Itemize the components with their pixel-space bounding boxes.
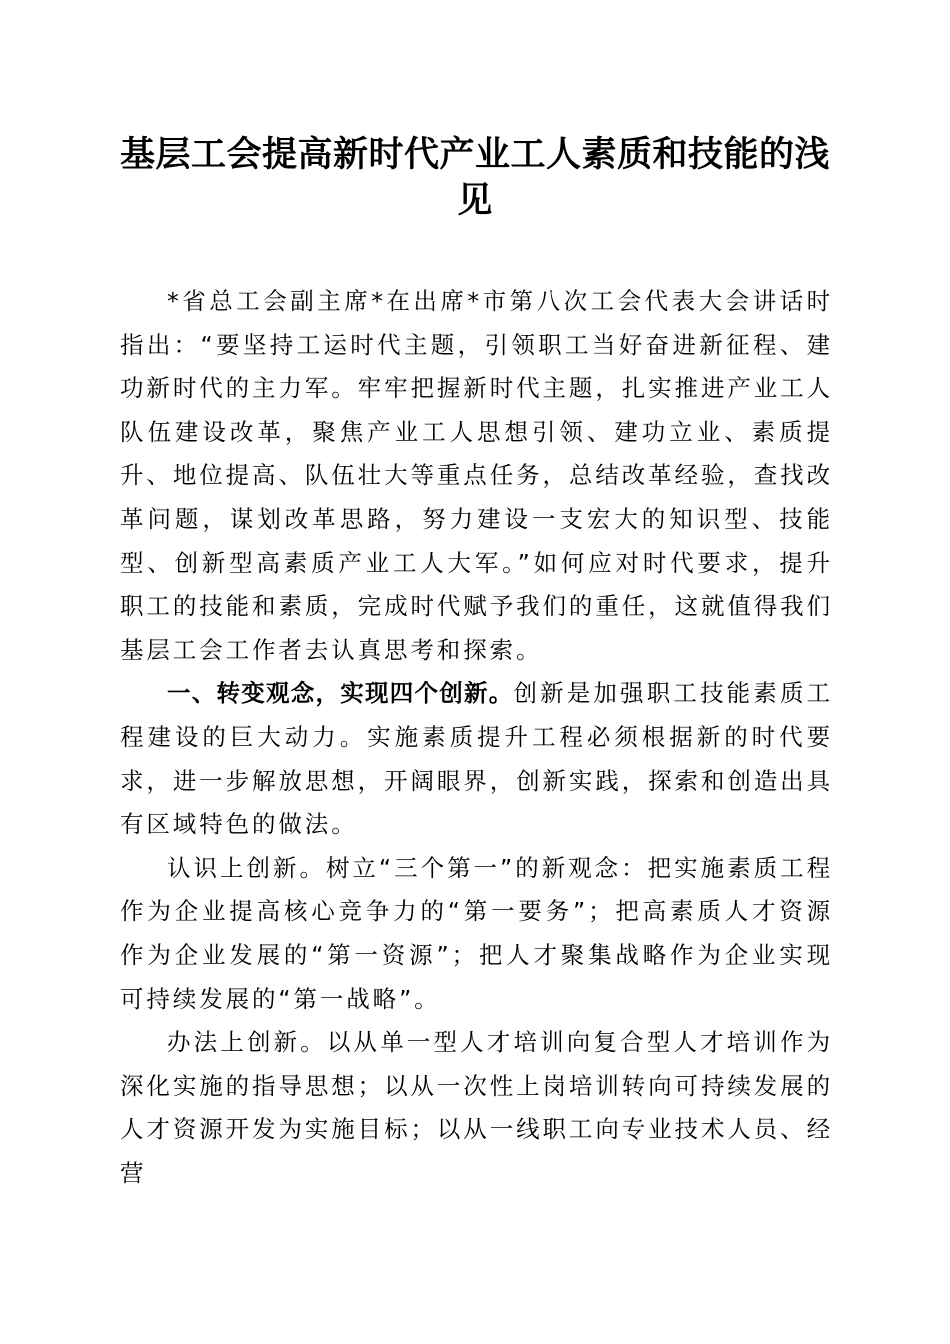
paragraph-text: *省总工会副主席*在出席*市第八次工会代表大会讲话时指出：“要坚持工运时代主题，引领职工当好奋进新征程、建功新时代的主力军。牢牢把握新时代主题，扎实推进产业工人队伍建设改革，聚焦产业工人思想引领、建功立业、素质提升、地位提高、队伍壮大等重点任务，总结改革经验，查找改革问题，谋划改革思路，努力建设一支宏大的知识型、技能型、创新型高素质产业工人大军。”如何应对时代要求，提升职工的技能和素质，完成时代赋予我们的重任，这就值得我们基层工会工作者去认真思考和探索。 [120, 287, 833, 664]
paragraph-intro [120, 280, 833, 672]
paragraph-text: 办法上创新。以从单一型人才培训向复合型人才培训作为深化实施的指导思想；以从一次性上岗培训转向可持续发展的人才资源开发为实施目标；以从一线职工向专业技术人员、经营 [120, 1028, 833, 1187]
paragraph-text: 认识上创新。树立“三个第一”的新观念：把实施素质工程作为企业提高核心竞争力的“第一要务”；把高素质人才资源作为企业发展的“第一资源”；把人才聚集战略作为企业实现可持续发展的“第一战略”。 [120, 853, 833, 1013]
paragraph-section-one [120, 672, 833, 846]
paragraph-method-innovation [120, 1021, 833, 1195]
document-title: 基层工会提高新时代产业工人素质和技能的浅见 [119, 134, 830, 221]
paragraph-cognition-innovation [120, 847, 833, 1021]
section-heading: 一、转变观念，实现四个创新。 [167, 679, 514, 708]
document-body [120, 280, 833, 1195]
paragraph-text: 创新是加强职工技能素质工程建设的巨大动力。实施素质提升工程必须根据新的时代要求，进一步解放思想，开阔眼界，创新实践，探索和创造出具有区域特色的做法。 [120, 679, 833, 839]
